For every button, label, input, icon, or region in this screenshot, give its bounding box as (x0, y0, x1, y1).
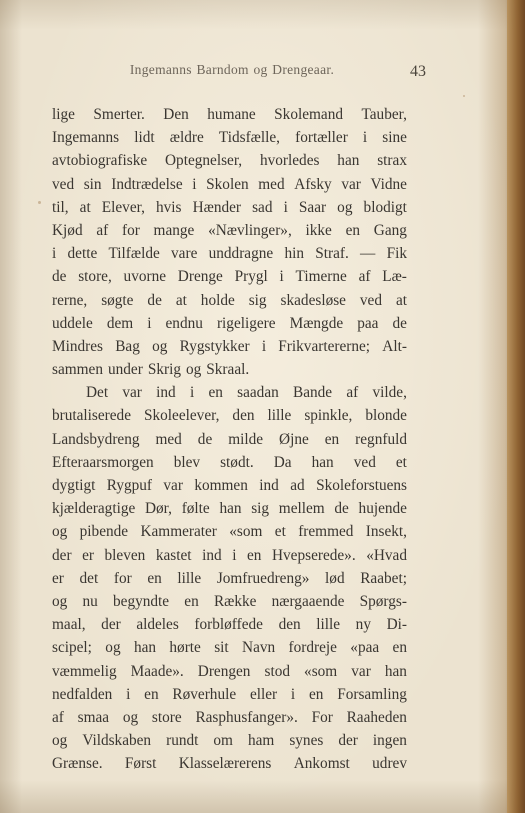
text-line: de store, uvorne Drenge Prygl i Timerne af Læ- (52, 268, 407, 286)
text-line: af smaa og store Rasphusfanger». For Raaheden (52, 708, 407, 726)
body-text (52, 103, 407, 775)
foxing-spot (38, 201, 41, 204)
text-line: scipel; og han hørte sit Navn fordreje «paa en (52, 639, 407, 657)
text-line: og nu begyndte en Række nærgaaende Spørgs- (52, 592, 407, 610)
running-head: Ingemanns Barndom og Drengeaar. (129, 62, 335, 77)
text-line: Mindres Bag og Rygstykker i Frikvartererne; Alt- (52, 337, 407, 355)
text-line: avtobiografiske Optegnelser, hvorledes han strax (52, 152, 407, 170)
text-line: uddele dem i endnu rigeligere Mængde paa de (52, 314, 407, 332)
text-line: rerne, søgte de at holde sig skadesløse ved at (52, 291, 407, 309)
text-line: Det var ind i en saadan Bande af vilde, (86, 384, 407, 402)
text-line: i dette Tilfælde vare unddragne hin Straf. — Fik (52, 245, 407, 263)
text-line: Kjød af for mange «Nævlinger», ikke en Gang (52, 221, 407, 239)
text-line: dygtigt Rygpuf var kommen ind ad Skoleforstuens (52, 477, 407, 494)
text-line: til, at Elever, hvis Hænder sad i Saar og blodigt (52, 198, 407, 216)
text-line: brutaliserede Skoleelever, den lille spinkle, blonde (52, 407, 407, 425)
text-line: maal, der aldeles forbløffede den lille ny Di- (52, 616, 407, 634)
text-line: ved sin Indtrædelse i Skolen med Afsky var Vidne (52, 175, 407, 193)
page-number: 43 (410, 63, 426, 80)
text-line: og pibende Kammerater «som et fremmed Insekt, (52, 523, 407, 541)
text-line: væmmelig Maade». Drengen stod «som var han (52, 662, 407, 680)
text-line: er det for en lille Jomfruedreng» lød Raabet; (52, 569, 407, 587)
text-line: Efteraarsmorgen blev stødt. Da han ved et (52, 453, 407, 471)
text-line: og Vildskaben rundt om ham synes der ingen (52, 732, 407, 750)
text-line: Grænse. Først Klasselærerens Ankomst udrev (52, 755, 407, 773)
text-line: lige Smerter. Den humane Skolemand Tauber, (52, 106, 407, 123)
page-edge-stain (507, 0, 525, 813)
foxing-spot (463, 95, 465, 97)
text-line: Ingemanns lidt ældre Tidsfælle, fortæller i sine (52, 129, 407, 147)
text-line: kjælderagtige Dør, følte han sig mellem de hujende (52, 500, 407, 518)
text-line: sammen under Skrig og Skraal. (52, 361, 250, 379)
text-line: der er bleven kastet ind i en Hvepserede». «Hvad (52, 546, 407, 564)
text-line: Landsbydreng med de milde Øjne en regnfuld (52, 430, 407, 448)
text-line: nedfalden i en Røverhule eller i en Forsamling (52, 685, 407, 703)
